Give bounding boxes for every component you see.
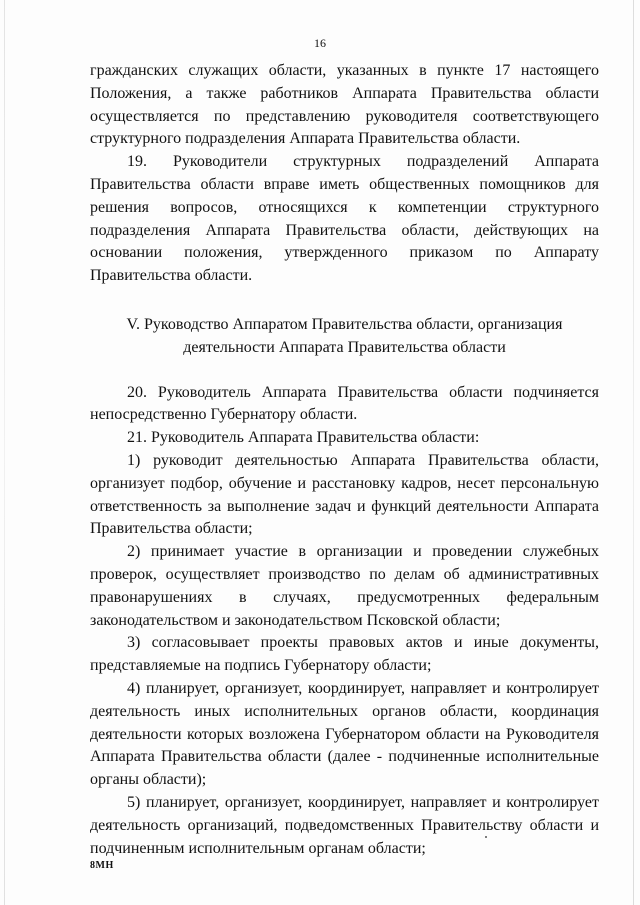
paragraph-continuation: гражданских служащих области, указанных в пункте 17 настоящего Положения, а также работников Аппарата Правительства области осуществляется по представлению руководителя соответствующего структурного подразделения Аппарата Правительства области. (90, 62, 599, 148)
section-heading (90, 314, 599, 360)
scan-edge-left (4, 0, 5, 905)
list-item-2: 2) принимает участие в организации и проведении служебных проверок, осуществляет производство по делам об административных правонарушениях в случаях, предусмотренных федеральным законодательством и законодательством Псковской области; (90, 543, 599, 629)
list-item-1: 1) руководит деятельностью Аппарата Правительства области, организует подбор, обучение и расстановку кадров, несет персональную ответственность за выполнение задач и функций деятельности Аппарата Правительства области; (90, 451, 599, 538)
footer-code: 8МН (90, 860, 114, 871)
paragraph-21: 21. Руководитель Аппарата Правительства области: (127, 429, 480, 447)
page-number: 16 (314, 36, 326, 50)
list-item-3: 3) согласовывает проекты правовых актов и иные документы, представляемые на подпись Губернатору области; (90, 634, 599, 675)
paragraph-19: 19. Руководители структурных подразделений Аппарата Правительства области вправе иметь общественных помощников для решения вопросов, относящихся к компетенции структурного подразделения Аппарата Правительства области, действующих на основании положения, утвержденного приказом по Аппарату Правительства области. (90, 153, 599, 285)
document-body (90, 60, 599, 860)
paragraph-20: 20. Руководитель Аппарата Правительства области подчиняется непосредственно Губернатору области. (90, 383, 599, 424)
scan-edge-right (633, 0, 634, 905)
section-heading-line-2: деятельности Аппарата Правительства области (183, 338, 506, 356)
list-item-4: 4) планирует, организует, координирует, направляет и контролирует деятельность иных исполнительных органов области, координация деятельности которых возложена Губернатором области на Руководителя Аппарата Правительства области (далее - подчиненные исполнительные органы области); (90, 679, 599, 789)
scan-speck (485, 836, 487, 838)
section-heading-line-1: V. Руководство Аппаратом Правительства области, организация (126, 315, 563, 333)
list-item-5: 5) планирует, организует, координирует, направляет и контролирует деятельность организаций, подведомственных Правительству области и подчиненным исполнительным органам области; (90, 793, 599, 857)
